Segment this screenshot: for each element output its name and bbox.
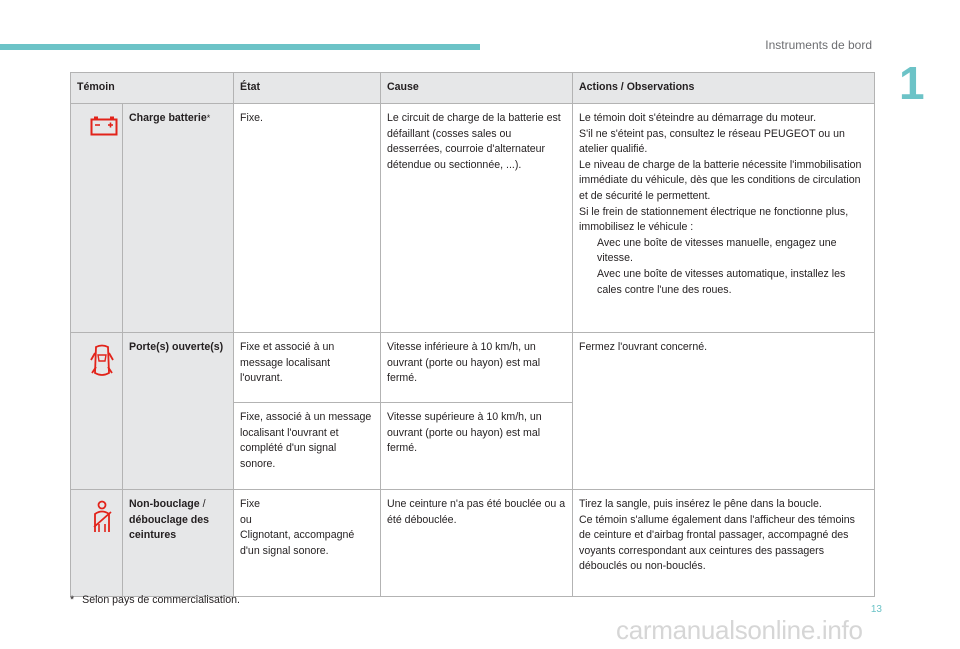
actions-cell [573, 104, 875, 333]
etat-cell: Fixe. [234, 104, 381, 333]
battery-icon [90, 114, 118, 136]
action-text: Le niveau de charge de la batterie nécessite l'immobilisation immédiate du véhicule, dès que les conditions de circulation et de sécurité le permettent. [579, 158, 862, 202]
etat-cell: Fixe, associé à un message localisant l'ouvrant et complété d'un signal sonore. [234, 403, 381, 490]
light-name: Non-bouclage / débouclage des ceintures [123, 490, 234, 597]
bullet-item: Avec une boîte de vitesses automatique, installez les cales contre l'une des roues. [579, 267, 868, 298]
action-text: Si le frein de stationnement électrique ne fonctionne plus, immobilisez le véhicule : [579, 205, 849, 234]
action-text: S'il ne s'éteint pas, consultez le réseau PEUGEOT ou un atelier qualifié. [579, 127, 845, 156]
action-text: Le témoin doit s'éteindre au démarrage du moteur. [579, 112, 817, 124]
actions-cell: Tirez la sangle, puis insérez le pêne dans la boucle. Ce témoin s'allume également dans l'afficheur des témoins de ceinture et d'airbag frontal passager, accompagné des voyants correspondant aux ceintures des passagers débouclés ou non-bouclés. [573, 490, 875, 597]
page-number: 13 [870, 604, 882, 615]
light-name: Charge batterie* [123, 104, 234, 333]
warning-lights-table [70, 72, 875, 597]
seatbelt-icon [90, 500, 114, 534]
table-row [71, 104, 875, 333]
header-cause: Cause [381, 73, 573, 104]
footnote-text: Selon pays de commercialisation. [82, 594, 240, 606]
light-name: Porte(s) ouverte(s) [123, 333, 234, 490]
footnote [70, 594, 240, 606]
header-accent-bar [0, 44, 480, 50]
arrow-bullet-icon [579, 236, 597, 267]
cause-cell: Vitesse supérieure à 10 km/h, un ouvrant (porte ou hayon) est mal fermé. [381, 403, 573, 490]
header-actions: Actions / Observations [573, 73, 875, 104]
table-row [71, 333, 875, 403]
actions-cell: Fermez l'ouvrant concerné. [573, 333, 875, 490]
chapter-number: 1 [899, 57, 925, 109]
cause-cell: Vitesse inférieure à 10 km/h, un ouvrant (porte ou hayon) est mal fermé. [381, 333, 573, 403]
header-etat: État [234, 73, 381, 104]
table-row [71, 490, 875, 597]
bullet-item: Avec une boîte de vitesses manuelle, engagez une vitesse. [579, 236, 868, 267]
etat-cell: Fixe et associé à un message localisant l'ouvrant. [234, 333, 381, 403]
cause-cell: Une ceinture n'a pas été bouclée ou a été débouclée. [381, 490, 573, 597]
icon-cell [71, 490, 123, 597]
icon-cell [71, 333, 123, 490]
cause-cell: Le circuit de charge de la batterie est défaillant (cosses sales ou desserrées, courroie d'alternateur détendue ou sectionnée, ...). [381, 104, 573, 333]
door-open-icon [90, 343, 114, 379]
icon-cell [71, 104, 123, 333]
footnote-mark: * [70, 594, 75, 606]
section-title: Instruments de bord [765, 38, 872, 52]
watermark: carmanualsonline.info [616, 615, 863, 645]
header-temoin: Témoin [71, 73, 234, 104]
table-header-row [71, 73, 875, 104]
etat-cell: Fixe ou Clignotant, accompagné d'un signal sonore. [234, 490, 381, 597]
arrow-bullet-icon [579, 267, 597, 298]
